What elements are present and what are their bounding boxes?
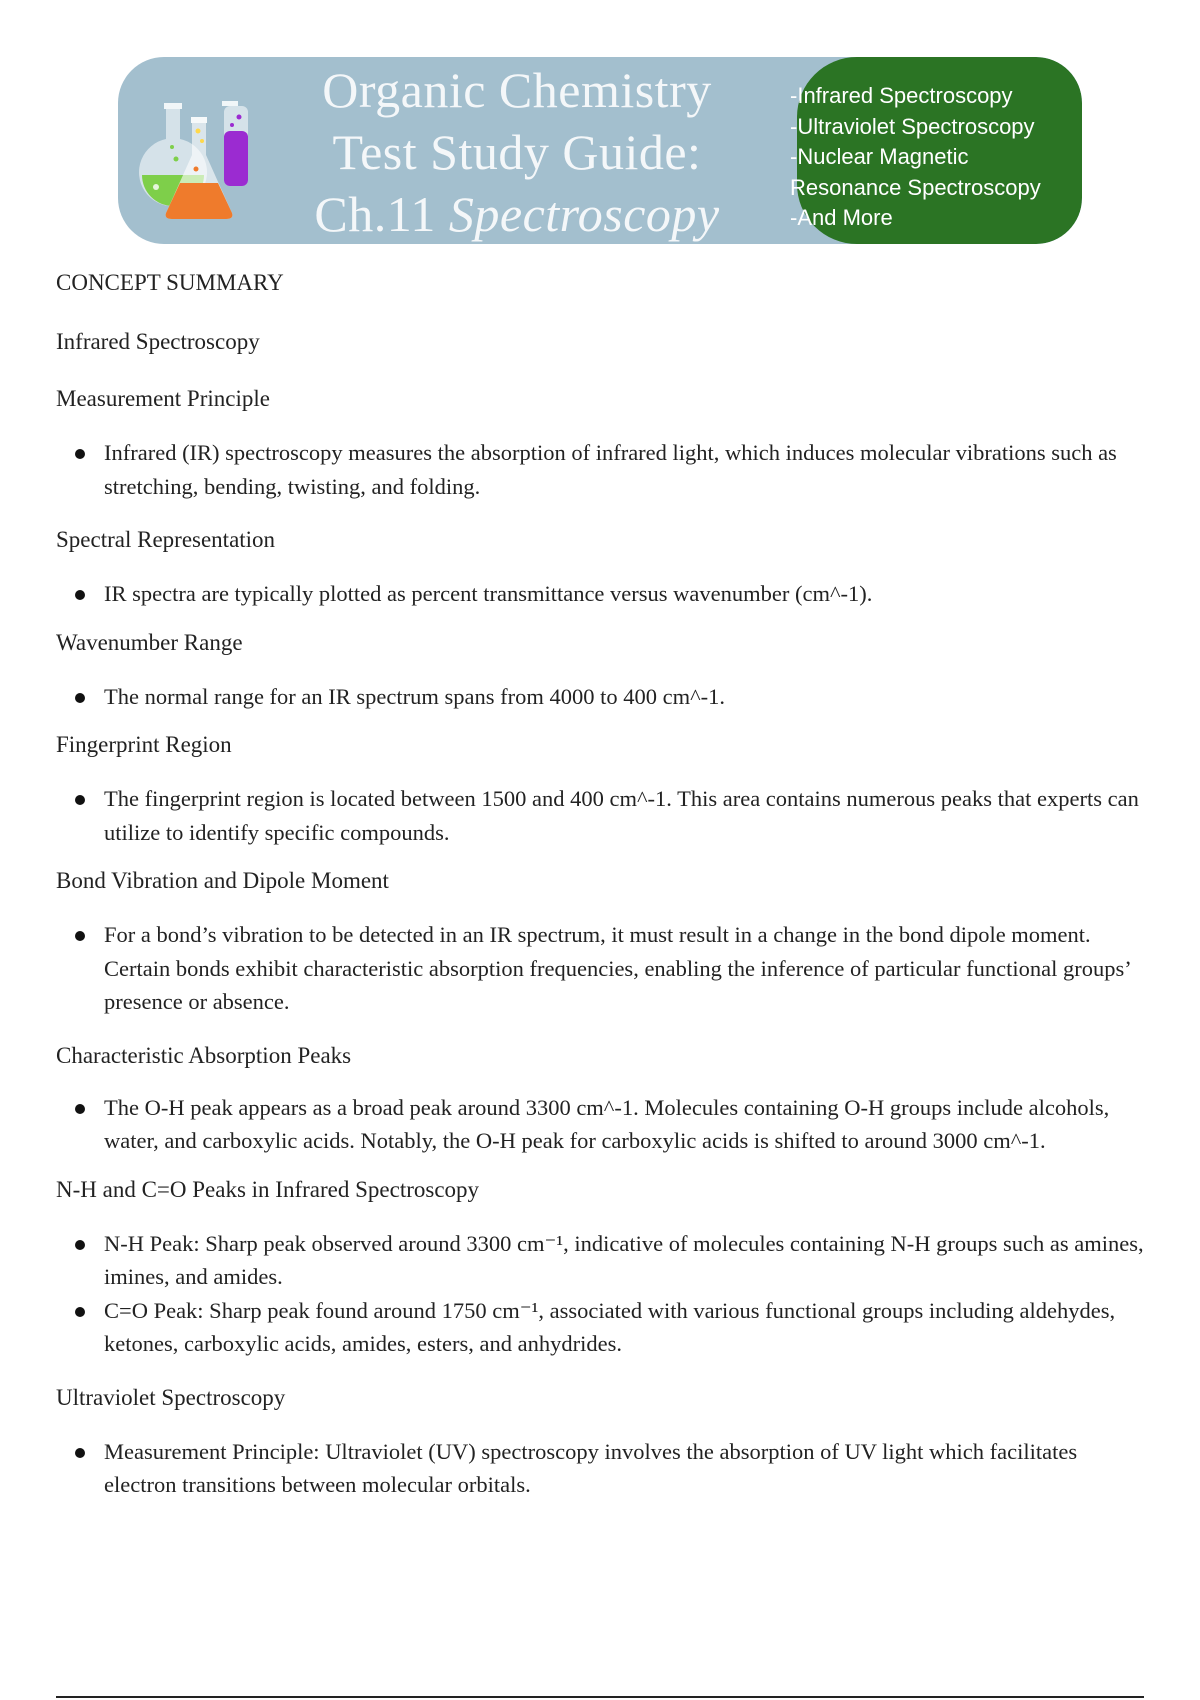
banner-title-line-3 — [286, 183, 748, 244]
chemistry-flasks-icon — [136, 95, 256, 225]
bullet-icon — [75, 449, 85, 459]
page-divider — [56, 1696, 1144, 1698]
section-heading: Measurement Principle — [56, 386, 270, 411]
section-heading: Wavenumber Range — [56, 629, 243, 655]
title-banner — [118, 57, 1082, 244]
banner-title-line-2: Test Study Guide: — [332, 124, 702, 180]
list-item-text: The fingerprint region is located between 1500 and 400 cm^-1. This area contains numerous peaks that experts can utilize to identify specific compounds. — [104, 786, 1139, 845]
banner-title-line-1: Organic Chemistry — [322, 62, 712, 118]
section-heading: Characteristic Absorption Peaks — [56, 1042, 352, 1068]
ir-section-heading: Infrared Spectroscopy — [56, 329, 260, 354]
bullet-list — [56, 436, 1146, 503]
list-item-text: The O-H peak appears as a broad peak around 3300 cm^-1. Molecules containing O-H groups include alcohols, water, and carboxylic acids. Notably, the O-H peak for carboxylic acids is shifted to around 3000 cm^-1. — [104, 1094, 1110, 1153]
bullet-list — [56, 577, 1146, 611]
list-item — [56, 782, 1146, 849]
list-item-text: Infrared (IR) spectroscopy measures the absorption of infrared light, which induces molecular vibrations such as stretching, bending, twisting, and folding. — [104, 440, 1117, 499]
list-item — [56, 1435, 1146, 1502]
list-item — [56, 577, 1146, 611]
bullet-list — [56, 1227, 1146, 1361]
list-item-text: For a bond’s vibration to be detected in an IR spectrum, it must result in a change in the bond dipole moment. Certain bonds exhibit characteristic absorption frequencies, enabling the inference of particular functional groups’ presence or absence. — [104, 922, 1131, 1014]
list-item — [56, 680, 1146, 714]
topic-item: -And More — [790, 205, 893, 230]
section-heading: N-H and C=O Peaks in Infrared Spectroscopy — [56, 1176, 480, 1202]
bullet-icon — [75, 795, 85, 805]
banner-title — [286, 59, 748, 244]
section-heading: Spectral Representation — [56, 527, 276, 552]
bullet-list — [56, 782, 1146, 849]
topics-list — [790, 81, 1080, 234]
bullet-icon — [75, 1104, 85, 1114]
list-item — [56, 918, 1146, 1019]
list-item — [56, 1294, 1146, 1361]
bullet-icon — [75, 590, 85, 600]
section-heading: Bond Vibration and Dipole Moment — [56, 868, 389, 893]
list-item — [56, 1227, 1146, 1294]
list-item — [56, 1091, 1146, 1158]
list-item-text: C=O Peak: Sharp peak found around 1750 cm⁻¹, associated with various functional groups including aldehydes, ketones, carboxylic acids, amides, esters, and anhydrides. — [104, 1297, 1116, 1356]
list-item-text: IR spectra are typically plotted as percent transmittance versus wavenumber (cm^-1). — [104, 581, 873, 606]
bullet-icon — [75, 931, 85, 941]
section-heading: Ultraviolet Spectroscopy — [56, 1384, 286, 1410]
list-item-text: N-H Peak: Sharp peak observed around 3300 cm⁻¹, indicative of molecules containing N-H groups such as amines, imines, and amides. — [104, 1230, 1144, 1289]
bullet-icon — [75, 1240, 85, 1250]
chapter-label: Ch.11 — [314, 186, 449, 242]
study-guide-content — [56, 268, 1146, 1502]
list-item-text: The normal range for an IR spectrum spans from 4000 to 400 cm^-1. — [104, 683, 726, 709]
chapter-topic: Spectroscopy — [448, 186, 720, 242]
bullet-list — [56, 680, 1146, 714]
bullet-list — [56, 1091, 1146, 1158]
bullet-icon — [75, 1307, 85, 1317]
topic-item: -Nuclear Magnetic — [790, 144, 969, 169]
bullet-icon — [75, 693, 85, 703]
topic-item: -Ultraviolet Spectroscopy — [790, 113, 1035, 139]
bullet-icon — [75, 1448, 85, 1458]
list-item-text: Measurement Principle: Ultraviolet (UV) spectroscopy involves the absorption of UV light which facilitates electron transitions between molecular orbitals. — [104, 1438, 1078, 1497]
topic-item: -Infrared Spectroscopy — [790, 83, 1013, 108]
bullet-list — [56, 1435, 1146, 1502]
section-heading: Fingerprint Region — [56, 732, 232, 757]
concept-summary-heading: CONCEPT SUMMARY — [56, 270, 284, 295]
topic-item: Resonance Spectroscopy — [790, 174, 1041, 200]
bullet-list — [56, 918, 1146, 1019]
list-item — [56, 436, 1146, 503]
